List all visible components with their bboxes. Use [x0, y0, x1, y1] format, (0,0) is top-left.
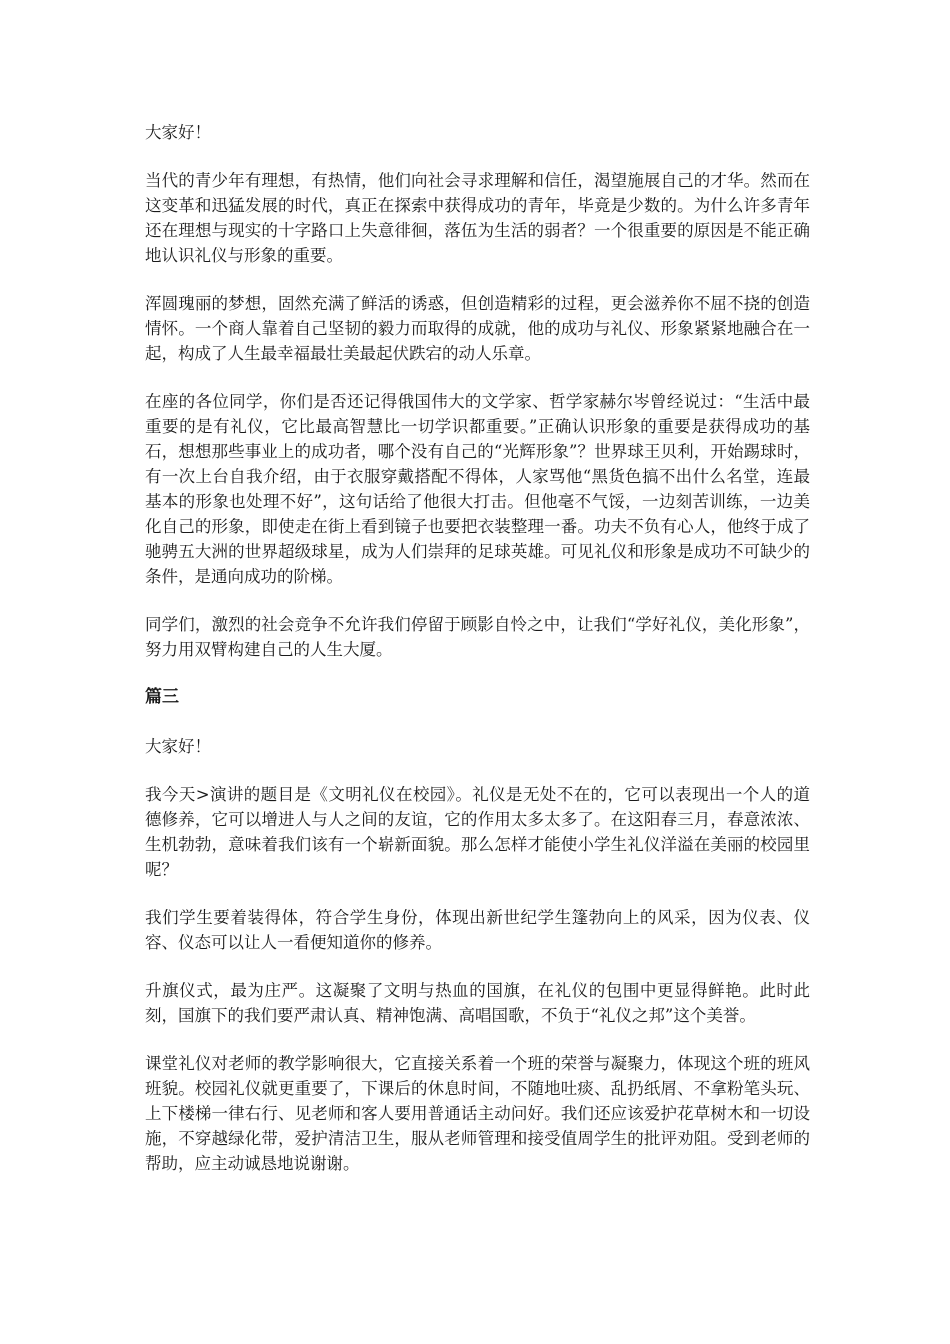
paragraph: 当代的青少年有理想，有热情，他们向社会寻求理解和信任，渴望施展自己的才华。然而在这变革和迅猛发展的时代，真正在探索中获得成功的青年，毕竟是少数的。为什么许多青年还在理想与现实的十字路口上失意徘徊，落伍为生活的弱者？一个很重要的原因是不能正确地认识礼仪与形象的重要。 — [145, 171, 810, 265]
paragraph: 在座的各位同学，你们是否还记得俄国伟大的文学家、哲学家赫尔岑曾经说过：“生活中最重要的是有礼仪，它比最高智慧比一切学识都重要。”正确认识形象的重要是获得成功的基石，想想那些事业上的成功者，哪个没有自己的“光辉形象”？世界球王贝利，开始踢球时，有一次上台自我介绍，由于衣服穿戴搭配不得体，人家骂他“黑货色搞不出什么名堂，连最基本的形象也处理不好”，这句话给了他很大打击。但他毫不气馁，一边刻苦训练，一边美化自己的形象，即使走在街上看到镜子也要把衣装整理一番。功夫不负有心人，他终于成了驰骋五大洲的世界超级球星，成为人们崇拜的足球英雄。可见礼仪和形象是成功不可缺少的条件，是通向成功的阶梯。 — [145, 392, 810, 586]
section-heading: 篇三 — [145, 687, 179, 707]
paragraph: 我今天>演讲的题目是《文明礼仪在校园》。礼仪是无处不在的，它可以表现出一个人的道德修养，它可以增进人与人之间的友谊，它的作用太多太多了。在这阳春三月，春意浓浓、生机勃勃，意味着我们该有一个崭新面貌。那么怎样才能使小学生礼仪洋溢在美丽的校园里呢？ — [145, 785, 810, 879]
paragraph: 课堂礼仪对老师的教学影响很大，它直接关系着一个班的荣誉与凝聚力，体现这个班的班风班貌。校园礼仪就更重要了，下课后的休息时间，不随地吐痰、乱扔纸屑、不拿粉笔头玩、上下楼梯一律右行、见老师和客人要用普通话主动问好。我们还应该爱护花草树木和一切设施，不穿越绿化带，爱护清洁卫生，服从老师管理和接受值周学生的批评劝阻。受到老师的帮助，应主动诚恳地说谢谢。 — [145, 1054, 810, 1173]
paragraph: 同学们，激烈的社会竞争不允许我们停留于顾影自怜之中，让我们“学好礼仪，美化形象”，努力用双臂构建自己的人生大厦。 — [145, 615, 810, 659]
paragraph: 升旗仪式，最为庄严。这凝聚了文明与热血的国旗，在礼仪的包围中更显得鲜艳。此时此刻，国旗下的我们要严肃认真、精神饱满、高唱国歌，不负于“礼仪之邦”这个美誉。 — [145, 981, 810, 1025]
paragraph: 我们学生要着装得体，符合学生身份，体现出新世纪学生篷勃向上的风采，因为仪表、仪容、仪态可以让人一看便知道你的修养。 — [145, 908, 810, 952]
greeting-text: 大家好！ — [145, 123, 211, 142]
document-page — [145, 120, 810, 1199]
greeting-text: 大家好！ — [145, 737, 211, 756]
paragraph: 浑圆瑰丽的梦想，固然充满了鲜活的诱惑，但创造精彩的过程，更会滋养你不屈不挠的创造情怀。一个商人靠着自己坚韧的毅力而取得的成就，他的成功与礼仪、形象紧紧地融合在一起，构成了人生最幸福最壮美最起伏跌宕的动人乐章。 — [145, 294, 810, 363]
